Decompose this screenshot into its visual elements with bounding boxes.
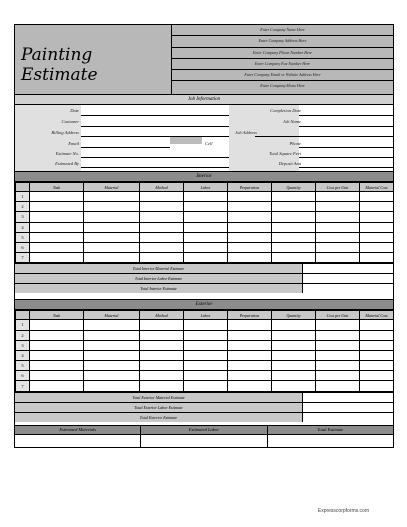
table-cell[interactable] xyxy=(316,361,360,371)
column-header: Labor xyxy=(184,311,228,320)
exterior-header-row xyxy=(16,311,394,320)
table-cell[interactable] xyxy=(184,212,228,222)
table-cell[interactable] xyxy=(140,232,184,242)
table-cell[interactable] xyxy=(84,253,140,263)
table-cell[interactable] xyxy=(184,192,228,202)
job-name-label: Job Name xyxy=(282,119,301,124)
title-box xyxy=(15,25,172,94)
total-value[interactable] xyxy=(303,413,393,422)
table-cell[interactable] xyxy=(184,320,228,330)
row-number: 6 xyxy=(16,371,30,381)
estimate-form xyxy=(14,24,394,448)
company-line[interactable]: Enter Company Motto Here xyxy=(260,83,305,89)
table-cell[interactable] xyxy=(316,371,360,381)
table-cell[interactable] xyxy=(228,242,272,252)
table-cell[interactable] xyxy=(316,253,360,263)
table-cell[interactable] xyxy=(272,350,316,360)
table-row xyxy=(16,330,394,340)
table-cell[interactable] xyxy=(84,350,140,360)
total-label: Total Exterior Material Estimate xyxy=(15,393,303,402)
job-info-heading: Job Information xyxy=(15,95,393,105)
table-cell[interactable] xyxy=(140,381,184,391)
table-cell[interactable] xyxy=(360,350,394,360)
table-cell[interactable] xyxy=(140,222,184,232)
table-cell[interactable] xyxy=(30,371,84,381)
table-cell[interactable] xyxy=(360,330,394,340)
table-cell[interactable] xyxy=(228,361,272,371)
table-cell[interactable] xyxy=(84,361,140,371)
table-cell[interactable] xyxy=(228,192,272,202)
table-cell[interactable] xyxy=(30,242,84,252)
row-number: 3 xyxy=(16,340,30,350)
table-cell[interactable] xyxy=(272,232,316,242)
table-cell[interactable] xyxy=(30,222,84,232)
table-cell[interactable] xyxy=(360,212,394,222)
column-header: Task xyxy=(30,183,84,192)
table-cell[interactable] xyxy=(272,212,316,222)
table-cell[interactable] xyxy=(140,212,184,222)
table-cell[interactable] xyxy=(272,242,316,252)
total-value[interactable] xyxy=(303,403,393,412)
company-line[interactable]: Enter Company Fax Number Here xyxy=(172,59,393,70)
exterior-table xyxy=(15,310,394,391)
table-row xyxy=(16,361,394,371)
table-cell[interactable] xyxy=(272,320,316,330)
table-row xyxy=(16,242,394,252)
table-cell[interactable] xyxy=(360,381,394,391)
footer-summary xyxy=(15,425,393,447)
table-cell[interactable] xyxy=(30,253,84,263)
table-cell[interactable] xyxy=(184,371,228,381)
total-value[interactable] xyxy=(303,264,393,273)
table-row xyxy=(16,202,394,212)
table-cell[interactable] xyxy=(228,371,272,381)
column-header: Material Cost xyxy=(360,311,394,320)
column-header: Preparation xyxy=(228,183,272,192)
table-cell[interactable] xyxy=(84,202,140,212)
email-label: Email xyxy=(68,141,79,146)
interior-header-row xyxy=(16,183,394,192)
table-cell[interactable] xyxy=(184,222,228,232)
table-cell[interactable] xyxy=(184,242,228,252)
row-number: 5 xyxy=(16,361,30,371)
row-number: 3 xyxy=(16,212,30,222)
footer-label: Estimated Labor xyxy=(141,426,266,435)
table-cell[interactable] xyxy=(84,192,140,202)
table-cell[interactable] xyxy=(316,212,360,222)
table-cell[interactable] xyxy=(316,381,360,391)
table-cell[interactable] xyxy=(272,202,316,212)
table-cell[interactable] xyxy=(316,232,360,242)
table-cell[interactable] xyxy=(30,350,84,360)
total-label: Total Exterior Estimate xyxy=(15,413,303,422)
row-number: 7 xyxy=(16,381,30,391)
table-cell[interactable] xyxy=(84,320,140,330)
row-number: 4 xyxy=(16,350,30,360)
company-line[interactable]: Enter Company Phone Number Here xyxy=(172,48,393,59)
table-cell[interactable] xyxy=(272,192,316,202)
table-cell[interactable] xyxy=(316,222,360,232)
form-header xyxy=(15,25,393,95)
table-row xyxy=(16,222,394,232)
table-cell[interactable] xyxy=(84,212,140,222)
table-cell[interactable] xyxy=(84,232,140,242)
table-cell[interactable] xyxy=(316,202,360,212)
table-cell[interactable] xyxy=(360,340,394,350)
table-cell[interactable] xyxy=(272,222,316,232)
table-row xyxy=(16,340,394,350)
table-cell[interactable] xyxy=(360,361,394,371)
total-value[interactable] xyxy=(303,274,393,283)
total-label: Total Interior Labor Estimate xyxy=(15,274,303,283)
table-cell[interactable] xyxy=(360,222,394,232)
total-value[interactable] xyxy=(303,284,393,293)
estimate-no-label: Estimate No. xyxy=(55,151,79,156)
deposit-label: Deposit Amt xyxy=(278,161,301,166)
table-cell[interactable] xyxy=(228,330,272,340)
total-estimate-box[interactable] xyxy=(268,426,393,447)
table-cell[interactable] xyxy=(84,242,140,252)
table-cell[interactable] xyxy=(360,320,394,330)
table-cell[interactable] xyxy=(30,361,84,371)
table-cell[interactable] xyxy=(272,253,316,263)
table-cell[interactable] xyxy=(272,330,316,340)
company-line[interactable]: Enter Company Name Here xyxy=(172,25,393,36)
table-cell[interactable] xyxy=(316,340,360,350)
table-cell[interactable] xyxy=(84,340,140,350)
form-title: Painting Estimate xyxy=(21,45,98,85)
table-cell[interactable] xyxy=(140,202,184,212)
table-cell[interactable] xyxy=(184,330,228,340)
table-cell[interactable] xyxy=(140,330,184,340)
cell-label: Cell xyxy=(205,141,213,146)
row-number: 6 xyxy=(16,242,30,252)
job-address-label: Job Address xyxy=(235,130,257,135)
table-cell[interactable] xyxy=(316,350,360,360)
column-header: Preparation xyxy=(228,311,272,320)
table-row xyxy=(16,350,394,360)
total-label: Total Interior Estimate xyxy=(15,284,303,293)
table-cell[interactable] xyxy=(30,202,84,212)
table-cell[interactable] xyxy=(140,361,184,371)
row-number: 1 xyxy=(16,320,30,330)
table-cell[interactable] xyxy=(316,242,360,252)
total-label: Total Exterior Labor Estimate xyxy=(15,403,303,412)
table-cell[interactable] xyxy=(184,232,228,242)
footer-label: Estimated Materials xyxy=(15,426,140,435)
table-cell[interactable] xyxy=(140,253,184,263)
company-info xyxy=(172,25,393,94)
table-cell[interactable] xyxy=(30,381,84,391)
column-header: Method xyxy=(140,183,184,192)
row-number: 1 xyxy=(16,192,30,202)
billing-address-label: Billing Address xyxy=(51,130,79,135)
table-cell[interactable] xyxy=(360,202,394,212)
total-value[interactable] xyxy=(303,393,393,402)
column-header: Material Cost xyxy=(360,183,394,192)
table-cell[interactable] xyxy=(228,350,272,360)
total-sq-ft-label: Total Square Feet xyxy=(269,151,301,156)
estimated-materials-box[interactable] xyxy=(15,426,141,447)
column-header: Material xyxy=(84,183,140,192)
total-label: Total Interior Material Estimate xyxy=(15,264,303,273)
table-cell[interactable] xyxy=(30,212,84,222)
footer-label: Total Estimate xyxy=(268,426,393,435)
exterior-totals xyxy=(15,392,393,422)
table-cell[interactable] xyxy=(272,371,316,381)
table-cell[interactable] xyxy=(184,340,228,350)
interior-totals xyxy=(15,263,393,293)
column-header: Task xyxy=(30,311,84,320)
table-cell[interactable] xyxy=(30,340,84,350)
table-cell[interactable] xyxy=(140,371,184,381)
column-header: Quantity xyxy=(272,311,316,320)
table-cell[interactable] xyxy=(360,371,394,381)
table-cell[interactable] xyxy=(140,350,184,360)
table-cell[interactable] xyxy=(316,330,360,340)
table-cell[interactable] xyxy=(228,202,272,212)
estimated-by-label: Estimated By xyxy=(55,161,79,166)
interior-table xyxy=(15,182,394,263)
table-row xyxy=(16,212,394,222)
row-number: 2 xyxy=(16,330,30,340)
table-cell[interactable] xyxy=(272,361,316,371)
table-cell[interactable] xyxy=(30,192,84,202)
table-cell[interactable] xyxy=(30,320,84,330)
table-cell[interactable] xyxy=(184,361,228,371)
table-cell[interactable] xyxy=(140,320,184,330)
column-header: Cost per Unit xyxy=(316,183,360,192)
table-cell[interactable] xyxy=(228,212,272,222)
table-cell[interactable] xyxy=(228,222,272,232)
completion-date-label: Completion Date xyxy=(270,108,301,113)
table-cell[interactable] xyxy=(30,232,84,242)
table-cell[interactable] xyxy=(360,232,394,242)
table-cell[interactable] xyxy=(84,222,140,232)
table-cell[interactable] xyxy=(184,350,228,360)
table-cell[interactable] xyxy=(272,340,316,350)
table-cell[interactable] xyxy=(84,381,140,391)
column-header: Labor xyxy=(184,183,228,192)
row-number: 2 xyxy=(16,202,30,212)
table-cell[interactable] xyxy=(84,371,140,381)
table-cell[interactable] xyxy=(140,192,184,202)
company-line[interactable]: Enter Company Address Here xyxy=(172,36,393,47)
row-number: 4 xyxy=(16,222,30,232)
column-header: Method xyxy=(140,311,184,320)
table-cell[interactable] xyxy=(228,320,272,330)
table-row xyxy=(16,381,394,391)
table-cell[interactable] xyxy=(184,202,228,212)
job-info-section xyxy=(15,105,393,172)
estimated-labor-box[interactable] xyxy=(141,426,267,447)
table-cell[interactable] xyxy=(272,381,316,391)
table-cell[interactable] xyxy=(184,381,228,391)
table-cell[interactable] xyxy=(228,253,272,263)
table-cell[interactable] xyxy=(228,381,272,391)
table-cell[interactable] xyxy=(228,232,272,242)
table-row xyxy=(16,192,394,202)
table-cell[interactable] xyxy=(360,253,394,263)
table-cell[interactable] xyxy=(316,192,360,202)
date-label: Date xyxy=(70,108,79,113)
phone-label: Phone xyxy=(289,141,301,146)
column-header: Cost per Unit xyxy=(316,311,360,320)
table-row xyxy=(16,232,394,242)
table-row xyxy=(16,253,394,263)
table-cell[interactable] xyxy=(360,242,394,252)
table-cell[interactable] xyxy=(140,340,184,350)
table-cell[interactable] xyxy=(316,320,360,330)
column-header: Material xyxy=(84,311,140,320)
table-cell[interactable] xyxy=(140,242,184,252)
table-row xyxy=(16,371,394,381)
credit-text: Expresscorpforms.com xyxy=(317,508,369,514)
table-cell[interactable] xyxy=(84,330,140,340)
table-row xyxy=(16,320,394,330)
company-line[interactable]: Enter Company Email or Website Address Here xyxy=(172,70,393,81)
table-cell[interactable] xyxy=(360,192,394,202)
column-header: Quantity xyxy=(272,183,316,192)
row-number: 7 xyxy=(16,253,30,263)
table-cell[interactable] xyxy=(30,330,84,340)
customer-label: Customer xyxy=(61,119,79,124)
table-cell[interactable] xyxy=(228,340,272,350)
exterior-heading: Exterior xyxy=(15,299,393,310)
table-cell[interactable] xyxy=(184,253,228,263)
interior-heading: Interior xyxy=(15,172,393,182)
row-number: 5 xyxy=(16,232,30,242)
